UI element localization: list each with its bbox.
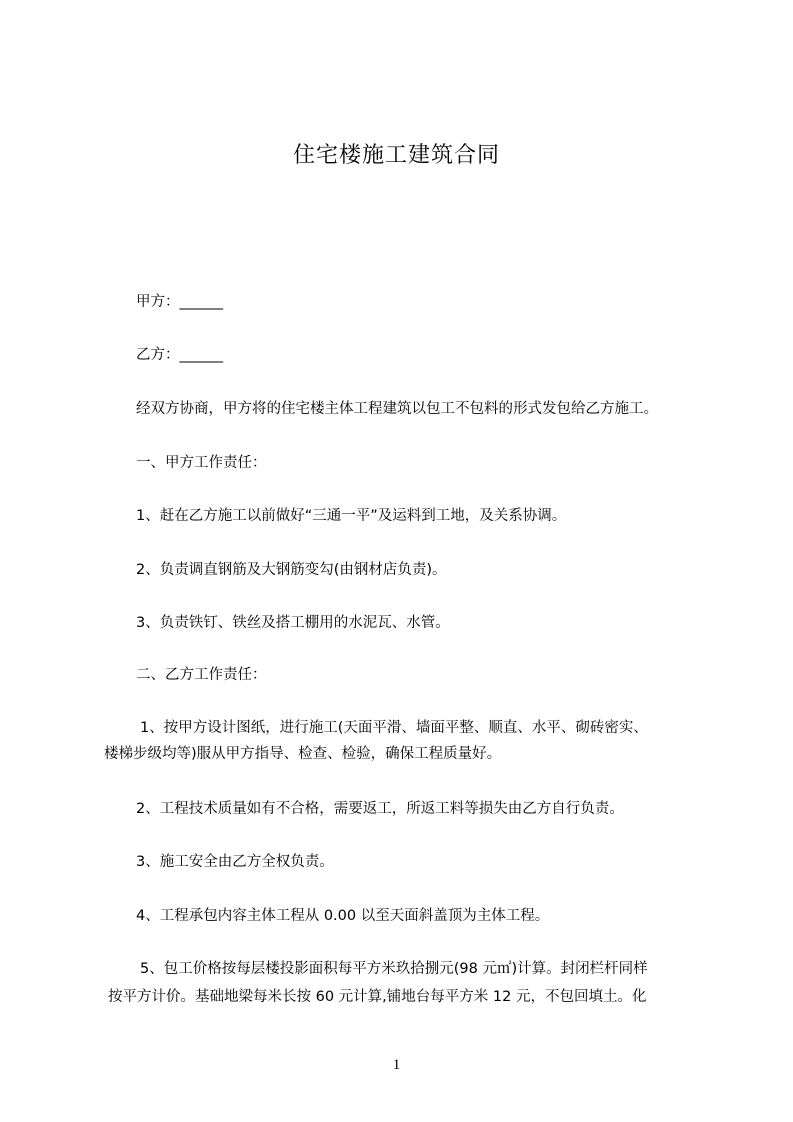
section-b-item-5-line-1: 5、包工价格按每层楼投影面积每平方米玖拾捌元(98 元㎡)计算。封闭栏杆同样 <box>140 961 648 977</box>
section-b-item-2: 2、工程技术质量如有不合格，需要返工，所返工料等损失由乙方自行负责。 <box>136 801 624 817</box>
section-b-item-5-line-2: 按平方计价。基础地梁每米长按 60 元计算,铺地台每平方米 12 元，不包回填土。化 <box>108 989 647 1005</box>
document-title: 住宅楼施工建筑合同 <box>292 143 500 168</box>
section-b-item-1-line-1: 1、按甲方设计图纸，进行施工(天面平滑、墙面平整、顺直、水平、砌砖密实、 <box>140 720 648 736</box>
party-b-line: 乙方：______ <box>136 347 223 363</box>
section-a-item-3: 3、负责铁钉、铁丝及搭工棚用的水泥瓦、水管。 <box>136 615 450 631</box>
intro-paragraph: 经双方协商，甲方将的住宅楼主体工程建筑以包工不包料的形式发包给乙方施工。 <box>136 401 658 417</box>
page-number: 1 <box>392 1057 401 1073</box>
section-a-item-1: 1、赶在乙方施工以前做好“三通一平”及运料到工地，及关系协调。 <box>136 508 567 524</box>
party-a-line: 甲方：______ <box>136 294 223 310</box>
section-b-item-4: 4、工程承包内容主体工程从 0.00 以至天面斜盖顶为主体工程。 <box>136 908 550 924</box>
section-b-item-3: 3、施工安全由乙方全权负责。 <box>136 854 334 870</box>
section-a-heading: 一、甲方工作责任： <box>136 455 267 471</box>
section-a-item-2: 2、负责调直钢筋及大钢筋变勾(由钢材店负责)。 <box>136 562 447 578</box>
section-b-heading: 二、乙方工作责任： <box>136 667 267 683</box>
section-b-item-1-line-2: 楼梯步级均等)服从甲方指导、检查、检验，确保工程质量好。 <box>104 746 502 762</box>
